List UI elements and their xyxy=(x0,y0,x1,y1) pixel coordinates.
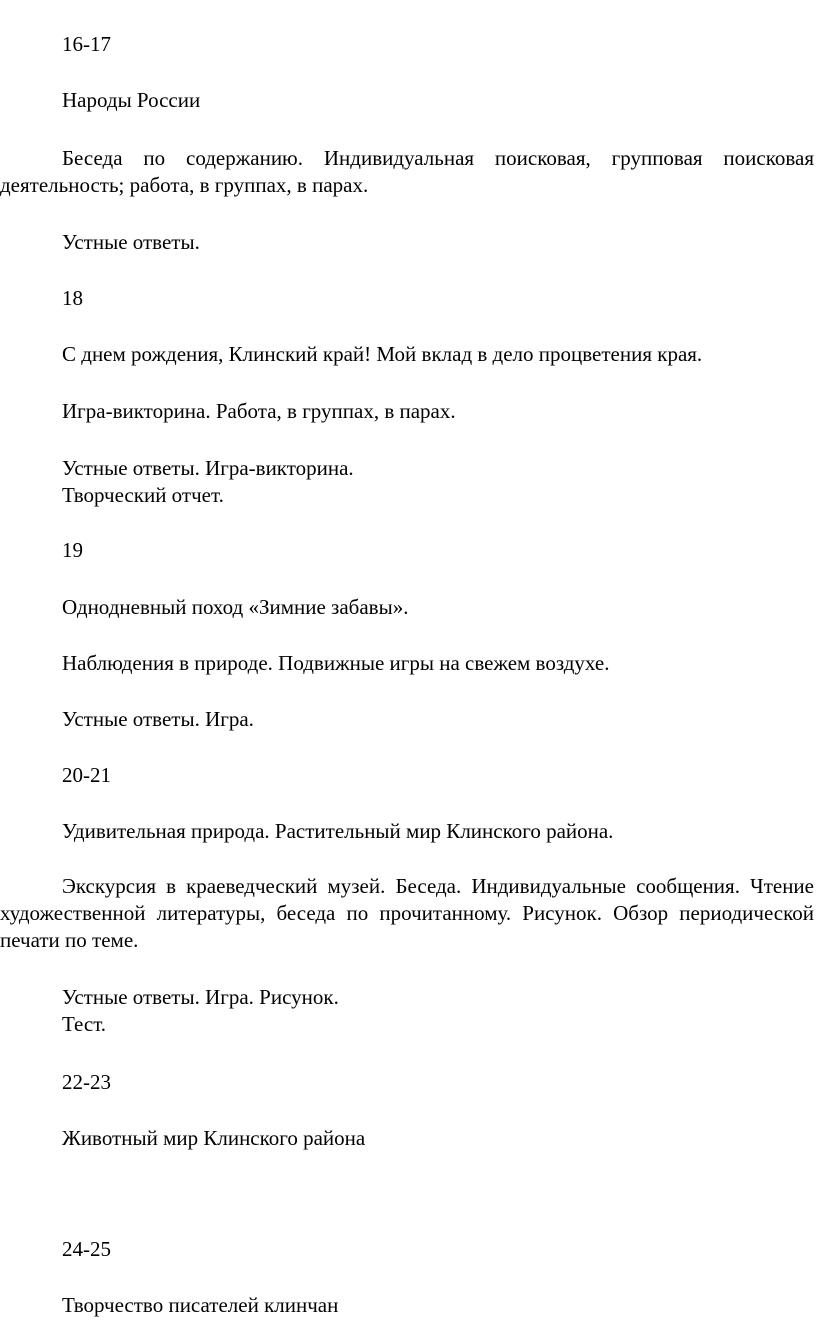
lesson-topic-klin-writers xyxy=(0,1292,814,1319)
lesson-activity-observation xyxy=(0,650,814,677)
text-line: 19 xyxy=(62,538,83,562)
lesson-activity-museum-paragraph xyxy=(0,873,814,954)
text-line: Творчество писателей клинчан xyxy=(62,1293,339,1317)
text-line: Животный мир Клинского района xyxy=(62,1126,366,1150)
text-line: Игра-викторина. Работа, в группах, в парах. xyxy=(62,399,456,423)
text-paragraph: Беседа по содержанию. Индивидуальная поисковая, групповая поисковая деятельность; работа, в группах, в парах. xyxy=(0,146,814,197)
text-paragraph: Экскурсия в краеведческий музей. Беседа. Индивидуальные сообщения. Чтение художественной литературы, беседа по прочитанному. Рисунок. Обзор периодической печати по теме. xyxy=(0,874,814,952)
text-line: Устные ответы. Игра-викторина. xyxy=(62,456,354,480)
lesson-assessment xyxy=(0,229,814,256)
text-line: С днем рождения, Клинский край! Мой вклад в дело процветения края. xyxy=(62,342,703,366)
text-line: Устные ответы. xyxy=(62,230,200,254)
text-line: Тест. xyxy=(62,1012,107,1036)
lesson-topic-animal-world xyxy=(0,1125,814,1152)
lesson-number-18 xyxy=(0,285,814,312)
lesson-topic-narody-rossii xyxy=(0,87,814,114)
text-line: Устные ответы. Игра. Рисунок. xyxy=(62,985,339,1009)
lesson-number-20-21 xyxy=(0,762,814,789)
lesson-assessment-quiz xyxy=(0,455,814,509)
text-line: Устные ответы. Игра. xyxy=(62,707,254,731)
lesson-topic-winter-hike xyxy=(0,594,814,621)
lesson-assessment-game xyxy=(0,706,814,733)
text-line: Народы России xyxy=(62,88,201,112)
lesson-assessment-drawing xyxy=(0,984,814,1038)
text-line: 20-21 xyxy=(62,763,111,787)
lesson-activity-quiz xyxy=(0,398,814,425)
text-line: Творческий отчет. xyxy=(62,483,224,507)
lesson-number-19 xyxy=(0,537,814,564)
lesson-number-22-23 xyxy=(0,1069,814,1096)
lesson-topic-klin-birthday xyxy=(0,341,814,368)
text-line: 22-23 xyxy=(62,1070,111,1094)
lesson-number-24-25 xyxy=(0,1236,814,1263)
text-line: Удивительная природа. Растительный мир Клинского района. xyxy=(62,819,614,843)
text-line: 16-17 xyxy=(62,32,111,56)
lesson-number-16-17 xyxy=(0,31,814,58)
text-line: Однодневный поход «Зимние забавы». xyxy=(62,595,409,619)
lesson-topic-plant-world xyxy=(0,818,814,845)
lesson-activity-paragraph xyxy=(0,145,814,199)
text-line: 18 xyxy=(62,286,83,310)
text-line: 24-25 xyxy=(62,1237,111,1261)
text-line: Наблюдения в природе. Подвижные игры на свежем воздухе. xyxy=(62,651,610,675)
